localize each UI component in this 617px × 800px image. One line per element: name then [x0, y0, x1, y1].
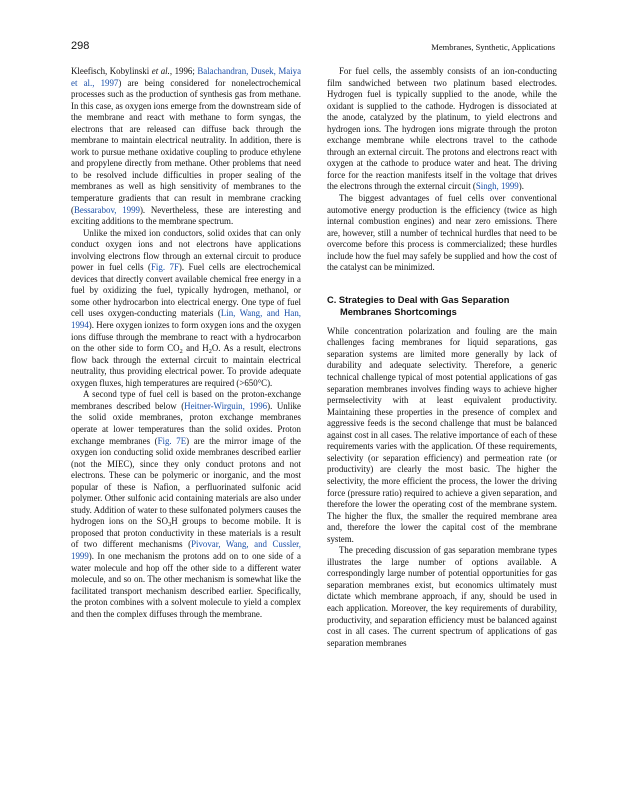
citation-link[interactable]: Pivovar, Wang, and Cussler, 1999	[71, 539, 301, 561]
paragraph: The preceding discussion of gas separation membrane types illustrates the large number of options available. A correspondingly large number of potential opportunities for gas separation membranes exist, but economics ultimately must dictate which membrane approach, if any, should be used in each application. Moreover, the key requirements of durability, productivity, and separation efficiency must be balanced against cost in all cases. The current spectrum of applications of gas separation membranes	[327, 545, 557, 648]
paragraph: A second type of fuel cell is based on the proton-exchange membranes described below (Heitner-Wirguin, 1996). Unlike the solid oxide membranes, proton exchange membranes operate at lower temperatures than the solid oxides. Proton exchange membranes (Fig. 7E) are the mirror image of the oxygen ion conducting solid oxide membranes described earlier (not the MIEC), since they only conduct protons and not electrons. These can be polymeric or inorganic, and the most popular of these is Nafion, a perfluorinated sulfonic acid polymer. Other sulfonic acid containing materials are also under study. Addition of water to these sulfonated polymers causes the hydrogen ions on the $SO_3H$ groups to become mobile. It is proposed that proton conductivity in these materials is a result of two different mechanisms (Pivovar, Wang, and Cussler, 1999). In one mechanism the protons add on to one side of a water molecule and hop off the other side to a different water molecule, and so on. The other mechanism is somewhat like the facilitated transport mechanism described earlier. Specifically, the proton combines with a solvent molecule to yield a complex and then the complex diffuses through the membrane.	[71, 389, 301, 619]
citation-link[interactable]: Bessarabov, 1999	[73, 204, 140, 215]
paragraph: Kleefisch, Kobylinski et al., 1996; Balachandran, Dusek, Maiya et al., 1997) are being considered for nonelectrochemical processes such as the production of synthesis gas from methane. In this case, as oxygen ions emerge from the downstream side of the membrane and react with methane to form syngas, the electrons that are released can diffuse back through the membrane to maintain electrical neutrality. In addition, there is work to pursue methane oxidative coupling to produce ethylene and propylene directly from methane. Other problems that need to be resolved include difficulties in proper sealing of the membranes as well as high sensitivity of membranes to the temperature gradients that can result in membrane cracking (Bessarabov, 1999). Nevertheless, these are interesting and exciting additions to the membrane spectrum.	[71, 66, 302, 227]
paragraph: Unlike the mixed ion conductors, solid oxides that can only conduct oxygen ions and not electrons have applications involving electrons flow through an external circuit to produce power in fuel cells (Fig. 7F). Fuel cells are electrochemical devices that directly convert available chemical free energy in a fuel by oxidizing the fuel, typically hydrogen, methanol, or some other hydrocarbon into electrical energy. One type of fuel cell uses oxygen-conducting materials (Lin, Wang, and Han, 1994). Here oxygen ionizes to form oxygen ions and the oxygen ions diffuse through the membrane to react with a hydrocarbon on the other side to form $CO_2$ and $H_2O$. As a result, electrons flow back through the external circuit to maintain electrical neutrality, thus providing electrical power. To provide adequate oxygen fluxes, high temperatures are required (>650°C).	[71, 227, 301, 388]
paragraph: The biggest advantages of fuel cells over conventional automotive energy production is the efficiency (twice as high internal combustion engines) and near zero emissions. There are, however, still a number of technical hurdles that need to be overcome before this process is commercialized; these hurdles include how the fuel may safely be supplied and how the cost of the catalyst can be minimized.	[327, 193, 557, 273]
page-number: 298	[71, 40, 90, 52]
citation-link[interactable]: Lin, Wang, and Han, 1994	[71, 308, 301, 331]
paragraph: For fuel cells, the assembly consists of an ion-conducting film sandwiched between two platinum based electrodes. Hydrogen fuel is typically supplied to the anode, while the oxidant is supplied to the cathode. Hydrogen is dissociated at the anode, catalyzed by the platinum, to yield electrons and hydrogen ions. The hydrogen ions migrate through the proton exchange membrane while electrons travel to the cathode through an external circuit. The protons and electrons react with oxygen at the cathode to produce water and heat. The driving force for the reaction manifests itself in the voltage that drives the electrons through the external circuit (Singh, 1999).	[327, 66, 557, 192]
paragraph: While concentration polarization and fouling are the main challenges facing membranes for liquid separations, gas separation systems are limited more generally by lack of durability and adequate selectivity. Therefore, a generic technical challenge typical of most potential applications of gas separation membranes involves finding ways to achieve higher permselectivity with at least equivalent productivity. Maintaining these properties in the presence of complex and aggressive feeds is the second challenge that must be balanced against cost in all cases. The relative importance of each of these requirements varies with the application. Of these requirements, selectivity (or separation efficiency) and permeation rate (or productivity) are clearly the most basic. The higher the selectivity, the more efficient the process, the lower the driving force (pressure ratio) required to achieve a given separation, and therefore the lower the operating cost of the membrane system. The higher the flux, the smaller the required membrane area and, therefore the lower the capital cost of the membrane system.	[327, 325, 558, 544]
citation-link[interactable]: Singh, 1999	[475, 181, 519, 192]
section-heading: C. Strategies to Deal with Gas Separation Membranes Shortcomings	[327, 294, 510, 317]
citation-link[interactable]: Balachandran, Dusek, Maiya et al., 1997	[71, 66, 302, 88]
figure-link[interactable]: Fig. 7E	[157, 435, 187, 446]
citation-link[interactable]: Heitner-Wirguin, 1996	[184, 400, 268, 411]
running-title: Membranes, Synthetic, Applications	[431, 42, 555, 52]
left-column	[71, 66, 301, 620]
figure-link[interactable]: Fig. 7F	[150, 262, 179, 273]
right-column	[327, 66, 557, 649]
